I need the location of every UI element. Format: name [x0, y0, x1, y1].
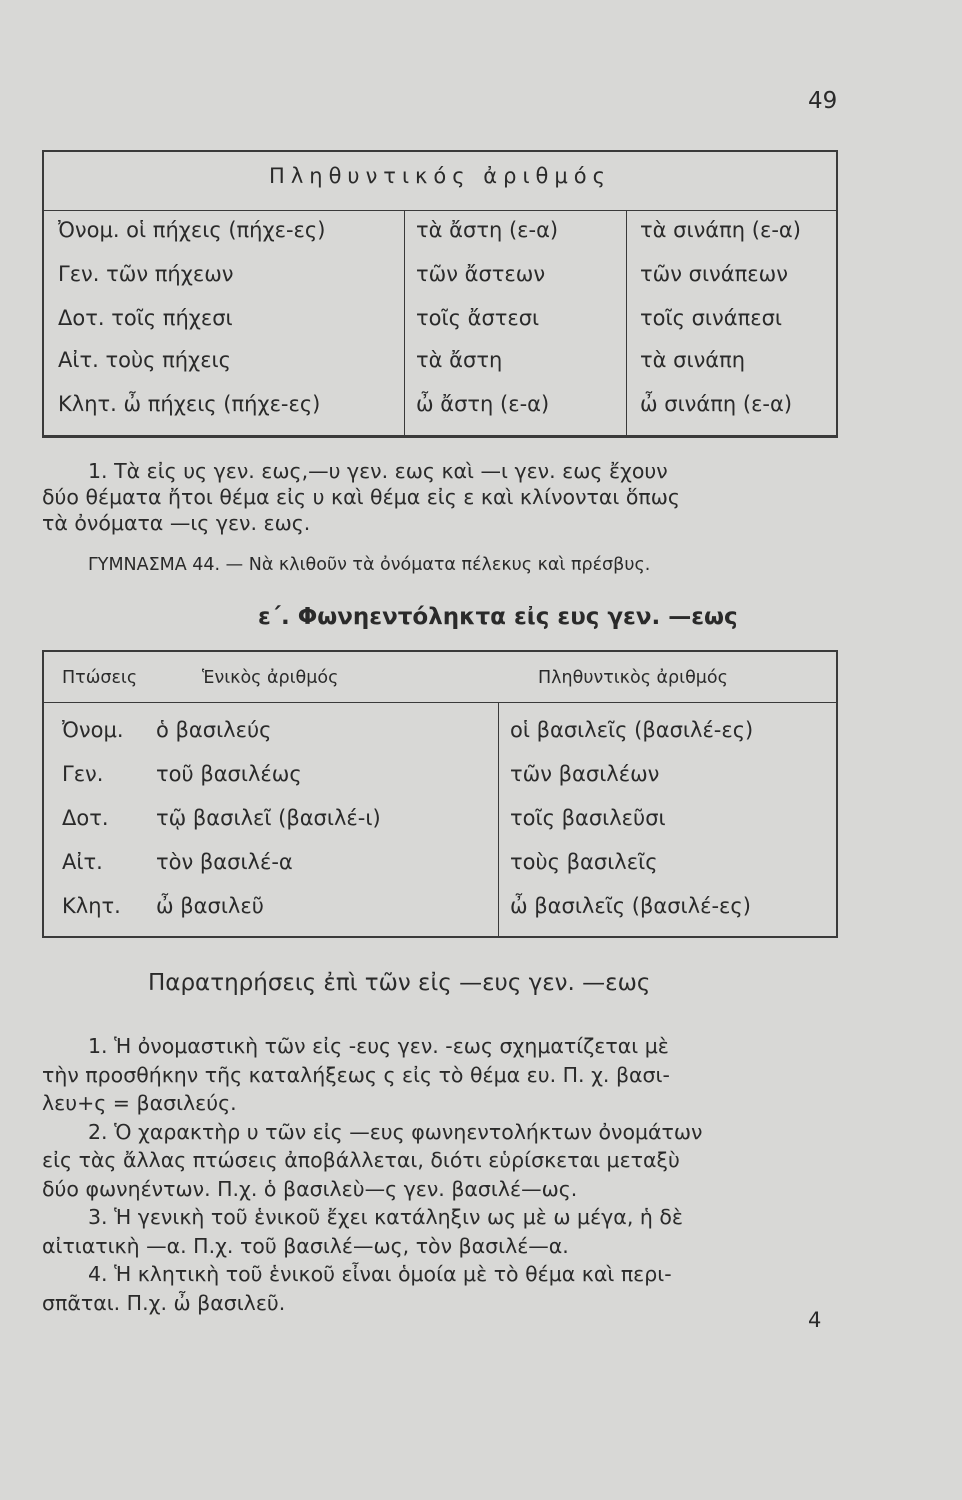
signature-number: 4: [808, 1308, 822, 1332]
table-cell: Κλητ.: [62, 894, 121, 918]
text-line: σπᾶται. Π.χ. ὦ βασιλεῦ.: [42, 1290, 286, 1315]
table-row: [44, 850, 836, 894]
text-line: 1. Ἡ ὀνομαστικὴ τῶν εἰς -ευς γεν. -εως σχηματίζεται μὲ: [88, 1034, 669, 1058]
table-cell: τοὺς βασιλεῖς: [510, 850, 658, 874]
table-cell: τοῖς σινάπεσι: [640, 306, 782, 330]
table-cell: οἱ βασιλεῖς (βασιλέ-ες): [510, 718, 754, 742]
table-cell: τῶν σινάπεων: [640, 262, 788, 286]
text-line: λευ+ς = βασιλεύς.: [42, 1091, 237, 1115]
text-line: 4. Ἡ κλητικὴ τοῦ ἑνικοῦ εἶναι ὁμοία μὲ τὸ θέμα καὶ περι-: [88, 1262, 672, 1286]
table-row: [44, 762, 836, 806]
table-cell: τὰ ἄστη (ε-α): [416, 218, 559, 242]
table-cell: Αἰτ.: [62, 850, 103, 874]
text-line: 2. Ὁ χαρακτὴρ υ τῶν εἰς —ευς φωνηεντολήκτων ὀνομάτων: [88, 1119, 703, 1144]
text-line: 3. Ἡ γενικὴ τοῦ ἑνικοῦ ἔχει κατάληξιν ως μὲ ω μέγα, ἡ δὲ: [88, 1205, 683, 1229]
table-cell: τοῖς ἄστεσι: [416, 306, 540, 330]
text-line: τὴν προσθήκην τῆς καταλήξεως ς εἰς τὸ θέμα ευ. Π. χ. βασι-: [42, 1062, 670, 1087]
table-cell: ὦ ἄστη (ε-α): [416, 392, 550, 416]
table-cell: τὰ σινάπη: [640, 348, 746, 372]
table-cell: τῷ βασιλεῖ (βασιλέ-ι): [156, 806, 381, 830]
table-row: [44, 262, 836, 304]
note-paragraph: [42, 458, 842, 536]
table-cell: τὰ σινάπη (ε-α): [640, 218, 801, 242]
table-cell: ὦ σινάπη (ε-α): [640, 392, 793, 416]
table-cell: ὦ βασιλεῖς (βασιλέ-ες): [510, 894, 751, 918]
table-row: [44, 806, 836, 850]
text-line: αἰτιατικὴ —α. Π.χ. τοῦ βασιλέ—ως, τὸν βασιλέ—α.: [42, 1233, 569, 1258]
observations-text: [42, 1032, 848, 1317]
column-header-cases: Πτώσεις: [62, 668, 138, 688]
table-row: [44, 718, 836, 762]
table-row: [44, 392, 836, 434]
section-heading: ε΄. Φωνηεντόληκτα εἰς ευς γεν. —εως: [258, 604, 738, 630]
table-cell: Γεν. τῶν πήχεων: [58, 262, 234, 286]
plural-declension-table: [42, 150, 838, 438]
exercise-text: ΓΥΜΝΑΣΜΑ 44. — Νὰ κλιθοῦν τὰ ὀνόματα πέλεκυς καὶ πρέσβυς.: [88, 555, 651, 575]
table-row: [44, 218, 836, 260]
declension-table-basileus: [42, 650, 838, 938]
table-cell: ὦ βασιλεῦ: [156, 894, 264, 918]
text-line: εἰς τὰς ἄλλας πτώσεις ἀποβάλλεται, διότι εὑρίσκεται μεταξὺ: [42, 1148, 680, 1172]
table-cell: Δοτ. τοῖς πήχεσι: [58, 306, 233, 330]
table-row: [44, 348, 836, 390]
table-title: Πληθυντικός ἀριθμός: [269, 164, 611, 188]
table-row: [44, 306, 836, 348]
page-number: 49: [808, 88, 838, 114]
table-cell: Ὀνομ. οἱ πήχεις (πήχε-ες): [58, 218, 326, 242]
table-cell: ὁ βασιλεύς: [156, 718, 272, 742]
divider: [44, 702, 836, 703]
table-row: [44, 894, 836, 938]
table-cell: Κλητ. ὦ πήχεις (πήχε-ες): [58, 392, 321, 416]
table-cell: Ὀνομ.: [62, 718, 124, 742]
table-cell: τῶν βασιλέων: [510, 762, 660, 786]
observations-heading: Παρατηρήσεις ἐπὶ τῶν εἰς —ευς γεν. —εως: [148, 970, 651, 996]
table-cell: τοῖς βασιλεῦσι: [510, 806, 666, 830]
divider: [44, 210, 836, 211]
note-line: δύο θέματα ἤτοι θέμα εἰς υ καὶ θέμα εἰς ε καὶ κλίνονται ὅπως: [42, 485, 680, 509]
column-header-plural: Πληθυντικὸς ἀριθμός: [538, 668, 728, 688]
table-cell: τὸν βασιλέ-α: [156, 850, 293, 874]
text-line: δύο φωνηέντων. Π.χ. ὁ βασιλεὺ—ς γεν. βασιλέ—ως.: [42, 1176, 578, 1201]
table-cell: Γεν.: [62, 762, 104, 786]
table-cell: Αἰτ. τοὺς πήχεις: [58, 348, 231, 372]
table-cell: τὰ ἄστη: [416, 348, 503, 372]
note-line: τὰ ὀνόματα —ις γεν. εως.: [42, 511, 311, 535]
table-cell: Δοτ.: [62, 806, 109, 830]
table-cell: τοῦ βασιλέως: [156, 762, 302, 786]
column-header-singular: Ἑνικὸς ἀριθμός: [202, 668, 339, 688]
table-cell: τῶν ἄστεων: [416, 262, 546, 286]
note-line: 1. Τὰ εἰς υς γεν. εως,—υ γεν. εως καὶ —ι γεν. εως ἔχουν: [88, 459, 668, 483]
